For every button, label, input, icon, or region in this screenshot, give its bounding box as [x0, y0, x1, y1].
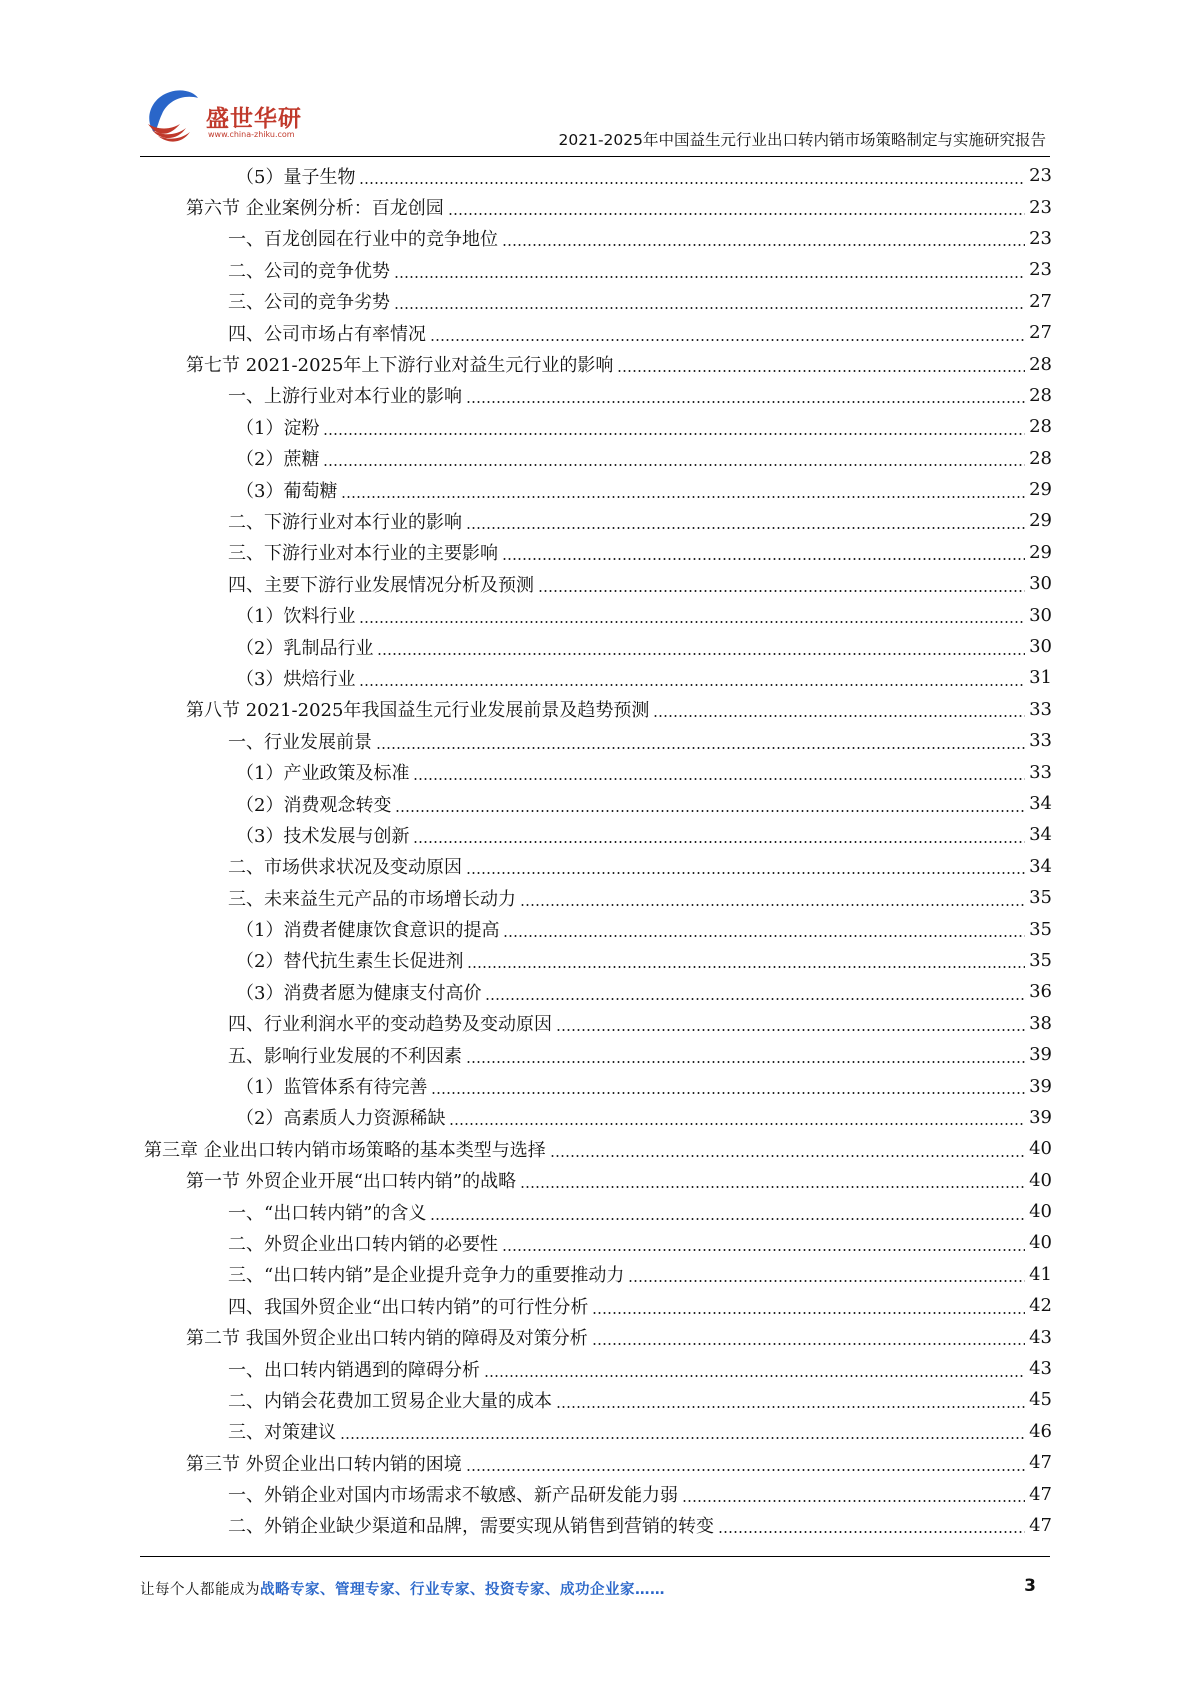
toc-entry[interactable] — [140, 568, 1052, 599]
toc-entry-label: 二、内销会花费加工贸易企业大量的成本 — [228, 1390, 552, 1412]
toc-entry-page: 27 — [1029, 290, 1052, 312]
toc-dot-leader — [484, 1375, 1025, 1377]
toc-entry-page: 46 — [1029, 1420, 1052, 1442]
logo-text: 盛世华研 — [206, 106, 302, 132]
toc-entry[interactable] — [140, 1384, 1052, 1415]
toc-entry-page: 34 — [1029, 824, 1052, 846]
toc-entry[interactable] — [140, 191, 1052, 222]
toc-entry-page: 23 — [1029, 259, 1052, 281]
toc-entry[interactable] — [140, 1227, 1052, 1258]
toc-dot-leader — [323, 433, 1025, 435]
toc-entry-label: 五、影响行业发展的不利因素 — [228, 1045, 462, 1067]
toc-entry-page: 23 — [1029, 196, 1052, 218]
toc-dot-leader — [502, 558, 1025, 560]
toc-entry-label: 三、未来益生元产品的市场增长动力 — [228, 888, 516, 910]
toc-entry-page: 33 — [1029, 698, 1052, 720]
slogan-prefix: 让每个人都能成为 — [140, 1582, 260, 1598]
toc-dot-leader — [466, 1469, 1025, 1471]
toc-dot-leader — [466, 527, 1025, 529]
toc-entry-label: 第三节 外贸企业出口转内销的困境 — [186, 1453, 462, 1475]
toc-dot-leader — [550, 1155, 1025, 1157]
toc-entry[interactable] — [140, 317, 1052, 348]
toc-dot-leader — [341, 496, 1025, 498]
toc-entry-page: 40 — [1029, 1201, 1052, 1223]
toc-entry[interactable] — [140, 694, 1052, 725]
toc-entry[interactable] — [140, 505, 1052, 536]
header-divider — [140, 156, 1050, 157]
toc-entry-label: （1）淀粉 — [236, 417, 320, 439]
toc-entry-label: （1）监管体系有待完善 — [236, 1077, 428, 1099]
toc-entry[interactable] — [140, 1259, 1052, 1290]
footer-slogan — [140, 1582, 665, 1598]
report-title: 2021-2025年中国益生元行业出口转内销市场策略制定与实施研究报告 — [558, 131, 1046, 149]
toc-entry-page: 47 — [1029, 1483, 1052, 1505]
toc-dot-leader — [617, 370, 1025, 372]
toc-entry-label: （2）蔗糖 — [236, 449, 320, 471]
toc-entry-label: （3）烘焙行业 — [236, 668, 356, 690]
toc-dot-leader — [466, 872, 1025, 874]
toc-dot-leader — [448, 213, 1025, 215]
toc-entry[interactable] — [140, 631, 1052, 662]
toc-entry-page: 40 — [1029, 1169, 1052, 1191]
toc-entry[interactable] — [140, 537, 1052, 568]
toc-entry-label: 一、出口转内销遇到的障碍分析 — [228, 1359, 480, 1381]
toc-entry-page: 47 — [1029, 1452, 1052, 1474]
toc-entry-label: 二、外销企业缺少渠道和品牌，需要实现从销售到营销的转变 — [228, 1516, 714, 1538]
toc-entry[interactable] — [140, 1353, 1052, 1384]
toc-entry-label: 四、行业利润水平的变动趋势及变动原因 — [228, 1014, 552, 1036]
toc-entry-label: 一、上游行业对本行业的影响 — [228, 386, 462, 408]
toc-entry[interactable] — [140, 976, 1052, 1007]
toc-entry-page: 43 — [1029, 1326, 1052, 1348]
toc-dot-leader — [431, 1092, 1025, 1094]
toc-entry-page: 23 — [1029, 227, 1052, 249]
toc-entry[interactable] — [140, 882, 1052, 913]
toc-entry-label: （2）替代抗生素生长促进剂 — [236, 951, 464, 973]
toc-entry-page: 31 — [1029, 667, 1052, 689]
toc-entry-label: 第八节 2021-2025年我国益生元行业发展前景及趋势预测 — [186, 700, 650, 722]
toc-entry[interactable] — [140, 1478, 1052, 1509]
toc-entry-label: 四、我国外贸企业“出口转内销”的可行性分析 — [228, 1296, 589, 1318]
toc-entry[interactable] — [140, 1165, 1052, 1196]
toc-entry-label: 第三章 企业出口转内销市场策略的基本类型与选择 — [144, 1139, 546, 1161]
footer-divider — [140, 1556, 1050, 1557]
toc-dot-leader — [520, 1186, 1025, 1188]
toc-entry-page: 40 — [1029, 1138, 1052, 1160]
toc-entry-label: 第六节 企业案例分析：百龙创园 — [186, 198, 444, 220]
toc-entry-page: 43 — [1029, 1358, 1052, 1380]
toc-entry[interactable] — [140, 254, 1052, 285]
toc-entry[interactable] — [140, 380, 1052, 411]
toc-dot-leader — [556, 1029, 1025, 1031]
toc-entry-label: 一、外销企业对国内市场需求不敏感、新产品研发能力弱 — [228, 1485, 678, 1507]
toc-entry[interactable] — [140, 348, 1052, 379]
toc-entry-page: 34 — [1029, 793, 1052, 814]
toc-dot-leader — [466, 1061, 1025, 1063]
page-footer — [140, 1578, 1050, 1599]
toc-entry-page: 40 — [1029, 1232, 1052, 1254]
toc-entry-page: 28 — [1029, 384, 1052, 406]
toc-dot-leader — [467, 966, 1025, 968]
toc-dot-leader — [485, 998, 1025, 1000]
toc-dot-leader — [628, 1280, 1025, 1282]
toc-entry[interactable] — [140, 1321, 1052, 1352]
toc-entry-page: 42 — [1029, 1295, 1052, 1317]
toc-dot-leader — [359, 621, 1025, 623]
toc-dot-leader — [376, 747, 1025, 749]
toc-entry[interactable] — [140, 443, 1052, 474]
toc-entry-label: （3）葡萄糖 — [236, 480, 338, 502]
toc-dot-leader — [538, 590, 1025, 592]
toc-entry-label: （5）量子生物 — [236, 166, 356, 188]
toc-entry-page: 34 — [1029, 855, 1052, 877]
toc-dot-leader — [413, 841, 1025, 843]
page-number: 3 — [1024, 1576, 1036, 1596]
toc-entry-page: 23 — [1029, 165, 1052, 187]
toc-dot-leader — [340, 1437, 1025, 1439]
toc-entry-page: 28 — [1029, 447, 1052, 469]
toc-dot-leader — [395, 810, 1025, 812]
toc-entry-label: 一、“出口转内销”的含义 — [228, 1202, 427, 1224]
toc-entry[interactable] — [140, 1416, 1052, 1447]
toc-entry-page: 29 — [1029, 479, 1052, 501]
toc-entry-page: 35 — [1029, 887, 1052, 909]
toc-entry-page: 30 — [1029, 573, 1052, 595]
toc-entry-label: 三、“出口转内销”是企业提升竞争力的重要推动力 — [228, 1265, 625, 1287]
toc-entry-page: 29 — [1029, 541, 1052, 563]
toc-entry-page: 41 — [1029, 1263, 1052, 1285]
toc-entry-page: 38 — [1029, 1012, 1052, 1034]
toc-entry-page: 28 — [1029, 416, 1052, 438]
logo-icon — [140, 84, 212, 144]
toc-entry[interactable] — [140, 851, 1052, 882]
toc-entry[interactable] — [140, 1070, 1052, 1101]
toc-dot-leader — [359, 684, 1025, 686]
toc-entry-page: 30 — [1029, 636, 1052, 658]
toc-dot-leader — [449, 1123, 1025, 1125]
toc-dot-leader — [377, 653, 1025, 655]
toc-dot-leader — [653, 715, 1025, 717]
toc-entry-page: 35 — [1029, 918, 1052, 940]
toc-entry-page: 47 — [1029, 1514, 1052, 1536]
toc-entry[interactable] — [140, 945, 1052, 976]
toc-entry-page: 30 — [1029, 604, 1052, 626]
toc-entry[interactable] — [140, 1102, 1052, 1133]
toc-entry-label: （2）乳制品行业 — [236, 637, 374, 659]
toc-entry[interactable] — [140, 1133, 1052, 1164]
toc-entry-label: （1）消费者健康饮食意识的提高 — [236, 920, 500, 942]
toc-entry-label: 第二节 我国外贸企业出口转内销的障碍及对策分析 — [186, 1328, 588, 1350]
toc-entry[interactable] — [140, 1008, 1052, 1039]
toc-entry-label: 二、下游行业对本行业的影响 — [228, 511, 462, 533]
toc-dot-leader — [430, 339, 1025, 341]
toc-entry-label: 四、公司市场占有率情况 — [228, 323, 426, 345]
toc-entry-page: 28 — [1029, 353, 1052, 375]
toc-entry-label: 二、公司的竞争优势 — [228, 260, 390, 282]
toc-entry[interactable] — [140, 599, 1052, 630]
toc-entry-label: （1）饮料行业 — [236, 606, 356, 628]
toc-dot-leader — [413, 778, 1025, 780]
toc-entry[interactable] — [140, 1447, 1052, 1478]
toc-entry-label: 第一节 外贸企业开展“出口转内销”的战略 — [186, 1171, 517, 1193]
toc-entry-label: （3）消费者愿为健康支付高价 — [236, 982, 482, 1004]
toc-entry[interactable] — [140, 474, 1052, 505]
page-header — [140, 78, 1050, 158]
toc-dot-leader — [394, 307, 1025, 309]
toc-entry-page: 39 — [1029, 1106, 1052, 1128]
toc-entry-label: （3）技术发展与创新 — [236, 825, 410, 847]
toc-entry-page: 33 — [1029, 730, 1052, 752]
toc-entry[interactable] — [140, 1196, 1052, 1227]
toc-entry-label: 第七节 2021-2025年上下游行业对益生元行业的影响 — [186, 355, 614, 377]
toc-entry-label: 三、公司的竞争劣势 — [228, 292, 390, 314]
toc-dot-leader — [718, 1531, 1025, 1533]
toc-entry[interactable] — [140, 411, 1052, 442]
table-of-contents — [140, 160, 1052, 1541]
toc-entry[interactable] — [140, 223, 1052, 254]
toc-dot-leader — [682, 1500, 1025, 1502]
toc-entry-page: 39 — [1029, 1075, 1052, 1097]
toc-dot-leader — [502, 1249, 1025, 1251]
toc-entry-label: 四、主要下游行业发展情况分析及预测 — [228, 574, 534, 596]
toc-dot-leader — [556, 1406, 1025, 1408]
toc-dot-leader — [592, 1343, 1025, 1345]
toc-entry[interactable] — [140, 913, 1052, 944]
toc-entry-label: （1）产业政策及标准 — [236, 763, 410, 785]
toc-entry-label: 二、市场供求状况及变动原因 — [228, 857, 462, 879]
toc-entry[interactable] — [140, 662, 1052, 693]
toc-dot-leader — [359, 182, 1025, 184]
toc-entry-page: 35 — [1029, 949, 1052, 971]
toc-dot-leader — [520, 904, 1025, 906]
toc-entry-page: 29 — [1029, 510, 1052, 532]
toc-entry-page: 27 — [1029, 322, 1052, 344]
toc-entry[interactable] — [140, 788, 1052, 819]
toc-entry-label: （2）高素质人力资源稀缺 — [236, 1108, 446, 1130]
slogan-accent: 战略专家、管理专家、行业专家、投资专家、成功企业家…… — [260, 1582, 665, 1598]
toc-dot-leader — [503, 935, 1025, 937]
toc-entry[interactable] — [140, 1290, 1052, 1321]
toc-dot-leader — [592, 1312, 1025, 1314]
toc-entry-label: 三、下游行业对本行业的主要影响 — [228, 543, 498, 565]
toc-entry[interactable] — [140, 1039, 1052, 1070]
toc-entry-page: 36 — [1029, 981, 1052, 1003]
toc-entry-label: （2）消费观念转变 — [236, 794, 392, 816]
toc-dot-leader — [466, 401, 1025, 403]
toc-entry[interactable] — [140, 756, 1052, 787]
toc-entry[interactable] — [140, 819, 1052, 850]
toc-entry[interactable] — [140, 725, 1052, 756]
toc-entry-page: 39 — [1029, 1044, 1052, 1066]
toc-entry-page: 45 — [1029, 1389, 1052, 1411]
toc-entry[interactable] — [140, 286, 1052, 317]
toc-entry-label: 二、外贸企业出口转内销的必要性 — [228, 1233, 498, 1255]
toc-entry-label: 三、对策建议 — [228, 1422, 336, 1444]
logo-url: www.china-zhiku.com — [208, 130, 295, 139]
toc-entry[interactable] — [140, 160, 1052, 191]
toc-dot-leader — [323, 464, 1025, 466]
toc-dot-leader — [430, 1218, 1025, 1220]
toc-dot-leader — [502, 244, 1025, 246]
toc-dot-leader — [394, 276, 1025, 278]
toc-entry[interactable] — [140, 1510, 1052, 1541]
toc-entry-label: 一、行业发展前景 — [228, 731, 372, 753]
toc-entry-page: 33 — [1029, 761, 1052, 783]
toc-entry-label: 一、百龙创园在行业中的竞争地位 — [228, 229, 498, 251]
